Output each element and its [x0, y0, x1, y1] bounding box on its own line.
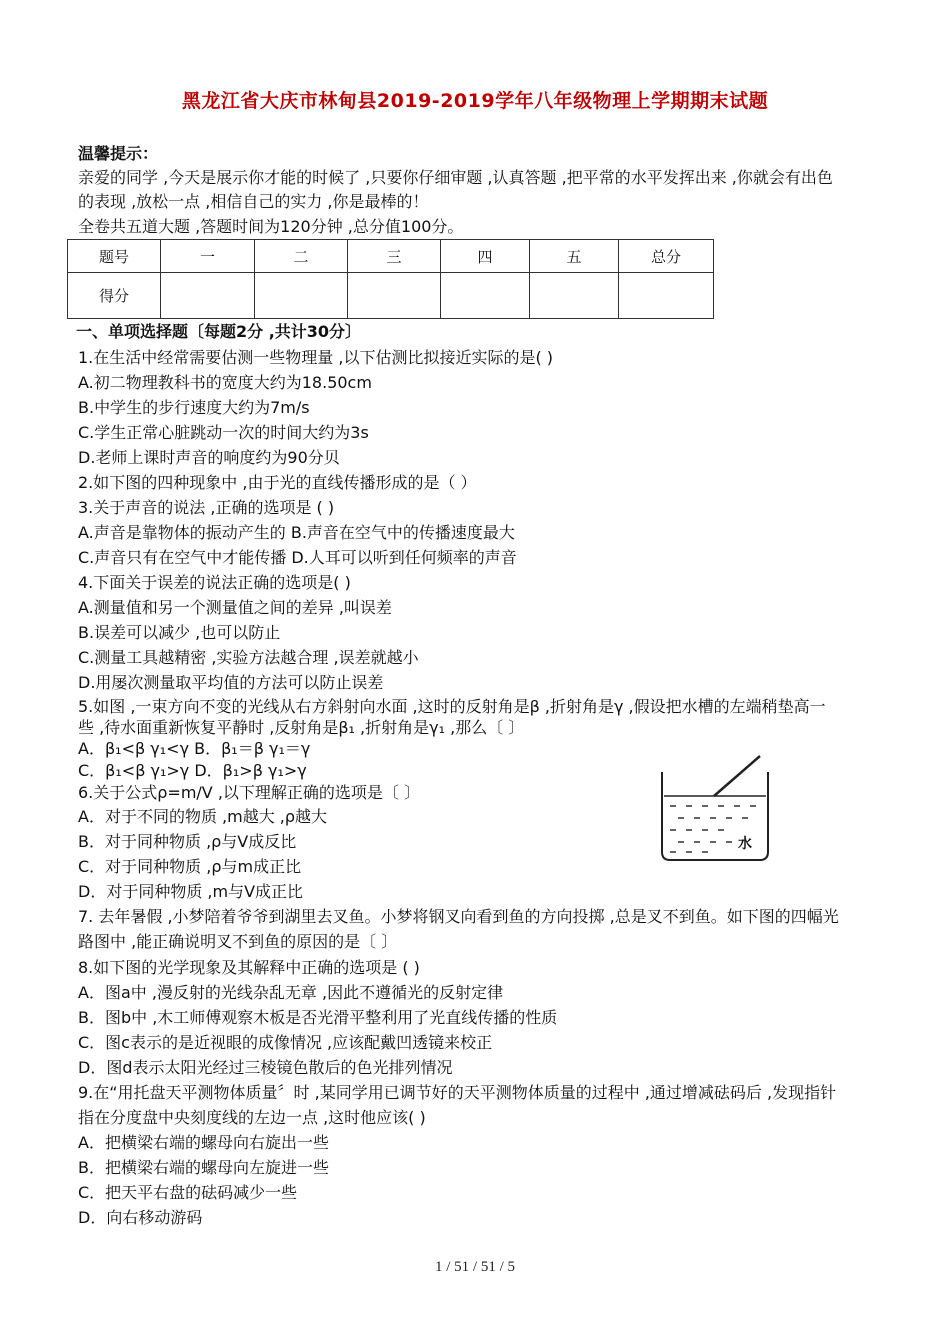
question-line: C．把天平右盘的砝码减少一些	[78, 1183, 298, 1202]
score-row-label: 得分	[68, 273, 161, 319]
question-line: D.老师上课时声音的响度约为90分贝	[78, 448, 340, 467]
tips-line-1: 亲爱的同学 ,今天是展示你才能的时候了 ,只要你仔细审题 ,认真答题 ,把平常的水平发挥出来 ,你就会有出色	[78, 168, 833, 187]
question-line: C．对于同种物质 ,ρ与m成正比	[78, 857, 302, 876]
water-label: 水	[738, 836, 752, 852]
score-cell	[530, 273, 619, 319]
question-line: 路图中 ,能正确说明叉不到鱼的原因的是〔 〕	[78, 932, 398, 951]
question-line: A.测量值和另一个测量值之间的差异 ,叫误差	[78, 598, 392, 617]
water-tank-figure	[656, 752, 772, 864]
page-title: 黑龙江省大庆市林甸县2019-2019学年八年级物理上学期期末试题	[181, 90, 769, 112]
question-line: B．对于同种物质 ,ρ与V成反比	[78, 832, 297, 851]
question-line: 6.关于公式ρ=m/V ,以下理解正确的选项是〔 〕	[78, 783, 421, 802]
question-line: B．图b中 ,木工师傅观察木板是否光滑平整利用了光直线传播的性质	[78, 1008, 558, 1027]
score-cell	[441, 273, 530, 319]
question-line: 9.在“用托盘天平测物体质量〞时 ,某同学用已调节好的天平测物体质量的过程中 ,通过增减砝码后 ,发现指针	[78, 1083, 837, 1102]
score-header-cell: 一	[161, 240, 255, 273]
question-line: 些 ,待水面重新恢复平静时 ,反射角是β₁ ,折射角是γ₁ ,那么〔 〕	[78, 718, 525, 737]
question-line: D．对于同种物质 ,m与V成正比	[78, 882, 304, 901]
question-line: A．β₁<β γ₁<γ B．β₁＝β γ₁＝γ	[78, 739, 311, 758]
score-cell	[255, 273, 348, 319]
score-cell	[161, 273, 255, 319]
question-line: A．把横梁右端的螺母向右旋出一些	[78, 1133, 329, 1152]
question-line: C.学生正常心脏跳动一次的时间大约为3s	[78, 423, 369, 442]
score-header-cell: 四	[441, 240, 530, 273]
question-line: A．对于不同的物质 ,m越大 ,ρ越大	[78, 807, 328, 826]
question-line: C．图c表示的是近视眼的成像情况 ,应该配戴凹透镜来校正	[78, 1033, 493, 1052]
tips-heading: 温馨提示：	[78, 144, 159, 163]
score-table-score-row	[68, 273, 714, 319]
question-line: A.声音是靠物体的振动产生的 B.声音在空气中的传播速度最大	[78, 523, 515, 542]
score-header-cell: 二	[255, 240, 348, 273]
question-line: C．β₁<β γ₁>γ D．β₁>β γ₁>γ	[78, 761, 307, 780]
score-header-cell: 三	[348, 240, 441, 273]
question-line: 2.如下图的四种现象中 ,由于光的直线传播形成的是（ ）	[78, 473, 477, 492]
question-line: B.中学生的步行速度大约为7m/s	[78, 398, 310, 417]
score-cell	[619, 273, 714, 319]
question-line: 4.下面关于误差的说法正确的选项是( )	[78, 573, 351, 592]
score-header-cell: 五	[530, 240, 619, 273]
question-line: C.测量工具越精密 ,实验方法越合理 ,误差就越小	[78, 648, 419, 667]
question-line: B.误差可以减少 ,也可以防止	[78, 623, 281, 642]
score-cell	[348, 273, 441, 319]
question-line: D．图d表示太阳光经过三棱镜色散后的色光排列情况	[78, 1058, 453, 1077]
question-line: 7. 去年暑假 ,小梦陪着爷爷到湖里去叉鱼。小梦将钢叉向看到鱼的方向投掷 ,总是叉不到鱼。如下图的四幅光	[78, 907, 839, 926]
score-table-header-row	[68, 240, 714, 273]
score-header-cell: 题号	[68, 240, 161, 273]
question-line: 3.关于声音的说法 ,正确的选项是 ( )	[78, 498, 335, 517]
question-line: B．把横梁右端的螺母向左旋进一些	[78, 1158, 329, 1177]
page-footer: 1 / 51 / 51 / 5	[434, 1259, 515, 1275]
question-line: A.初二物理教科书的宽度大约为18.50cm	[78, 373, 372, 392]
question-line: D.用屡次测量取平均值的方法可以防止误差	[78, 673, 384, 692]
question-line: 指在分度盘中央刻度线的左边一点 ,这时他应该( )	[78, 1108, 426, 1127]
question-line: D．向右移动游码	[78, 1208, 203, 1227]
score-table	[67, 239, 714, 319]
tips-line-2: 的表现 ,放松一点 ,相信自己的实力 ,你是最棒的！	[78, 192, 429, 211]
question-line: 1.在生活中经常需要估测一些物理量 ,以下估测比拟接近实际的是( )	[78, 348, 554, 367]
question-line: 8.如下图的光学现象及其解释中正确的选项是 ( )	[78, 958, 420, 977]
question-line: 5.如图 ,一束方向不变的光线从右方斜射向水面 ,这时的反射角是β ,折射角是γ ,假设把水槽的左端稍垫高一	[78, 697, 826, 716]
section-1-heading: 一、单项选择题〔每题2分 ,共计30分〕	[76, 322, 362, 341]
score-header-cell: 总分	[619, 240, 714, 273]
tips-line-3: 全卷共五道大题 ,答题时间为120分钟 ,总分值100分。	[78, 217, 464, 236]
question-line: C.声音只有在空气中才能传播 D.人耳可以听到任何频率的声音	[78, 548, 517, 567]
question-line: A．图a中 ,漫反射的光线杂乱无章 ,因此不遵循光的反射定律	[78, 983, 504, 1002]
